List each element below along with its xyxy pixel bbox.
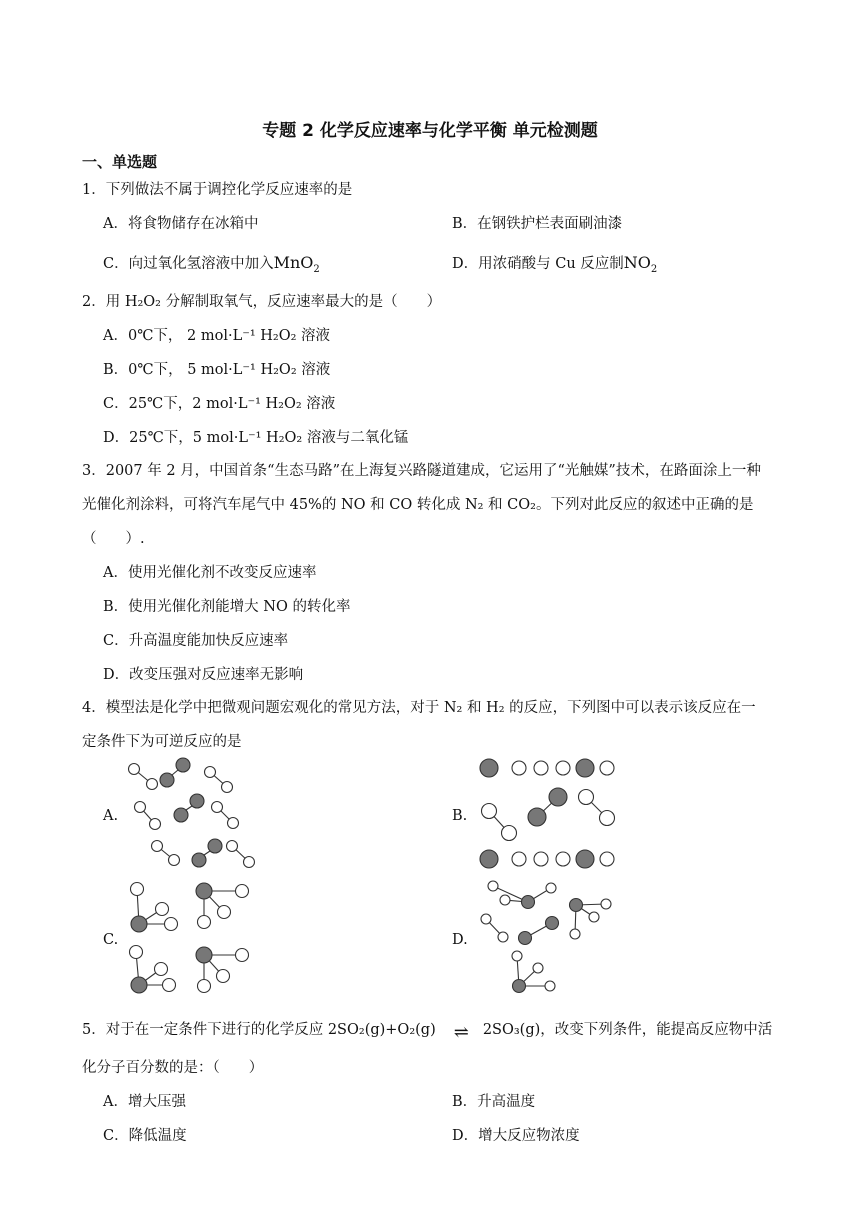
q3-option-a: A．使用光催化剂不改变反应速率	[103, 565, 317, 581]
q3-line-1: 3．2007 年 2 月，中国首条“生态马路”在上海复兴路隧道建成，它运用了“光触媒”技术，在路面涂上一种	[82, 463, 761, 479]
q2-option-b: B．0℃下， 5 mol·L⁻¹ H₂O₂ 溶液	[103, 362, 331, 378]
reversible-arrow-icon: ⇌	[453, 1022, 469, 1043]
q4-line-1: 4．模型法是化学中把微观问题宏观化的常见方法，对于 N₂ 和 H₂ 的反应，下列图中可以表示该反应在一	[82, 700, 756, 716]
page-title: 专题 2 化学反应速率与化学平衡 单元检测题	[262, 121, 598, 141]
q1-option-a: A．将食物储存在冰箱中	[103, 216, 259, 232]
q4-option-a-label: A.	[103, 808, 119, 824]
q4-figure-c	[124, 876, 254, 1001]
q3-line-3: （ ）.	[82, 531, 145, 547]
q5-line-2: 化分子百分数的是：（ ）	[82, 1060, 264, 1076]
q2-option-d: D．25℃下，5 mol·L⁻¹ H₂O₂ 溶液与二氧化锰	[103, 430, 409, 446]
q4-option-c-label: C.	[103, 932, 119, 948]
q1-option-c-formula: MnO	[273, 253, 314, 272]
q2-option-a: A．0℃下， 2 mol·L⁻¹ H₂O₂ 溶液	[103, 328, 331, 344]
q5-option-c: C．降低温度	[103, 1128, 187, 1144]
q4-figure-a	[122, 754, 262, 874]
q1-stem: 1．下列做法不属于调控化学反应速率的是	[82, 182, 353, 198]
q5-line-1-end: 2SO₃(g)，改变下列条件，能提高反应物中活	[482, 1022, 773, 1038]
q5-line-1-start: 5．对于在一定条件下进行的化学反应 2SO₂(g)+O₂(g)	[82, 1022, 436, 1038]
q5-option-b: B．升高温度	[452, 1094, 536, 1110]
q3-line-2: 光催化剂涂料，可将汽车尾气中 45%的 NO 和 CO 转化成 N₂ 和 CO₂。下列对此反应的叙述中正确的是	[82, 497, 754, 513]
section-heading: 一、单选题	[82, 153, 158, 171]
q3-option-d: D．改变压强对反应速率无影响	[103, 667, 304, 683]
q1-option-d	[452, 253, 657, 280]
q1-option-d-subscript: 2	[650, 263, 658, 275]
q4-line-2: 定条件下为可逆反应的是	[82, 734, 242, 750]
q3-option-b: B．使用光催化剂能增大 NO 的转化率	[103, 599, 351, 615]
q5-option-a: A．增大压强	[103, 1094, 186, 1110]
q4-figure-d	[475, 876, 625, 1001]
q2-option-c: C．25℃下，2 mol·L⁻¹ H₂O₂ 溶液	[103, 396, 336, 412]
q4-option-d-label: D.	[452, 932, 468, 948]
q1-option-d-text: D．用浓硝酸与 Cu 反应制	[452, 256, 624, 272]
q1-option-b: B．在钢铁护栏表面刷油漆	[452, 216, 623, 232]
q3-option-c: C．升高温度能加快反应速率	[103, 633, 289, 649]
q2-stem: 2．用 H₂O₂ 分解制取氧气，反应速率最大的是（ ）	[82, 294, 442, 310]
q5-option-d: D．增大反应物浓度	[452, 1128, 580, 1144]
q1-option-c-text: C．向过氧化氢溶液中加入	[103, 256, 274, 272]
q4-option-b-label: B.	[452, 808, 468, 824]
q5-line-1	[82, 1019, 773, 1043]
q4-figure-b	[472, 754, 632, 879]
q1-option-c-subscript: 2	[313, 263, 320, 275]
q1-option-d-formula: NO	[623, 253, 651, 272]
q1-option-c	[103, 253, 320, 280]
